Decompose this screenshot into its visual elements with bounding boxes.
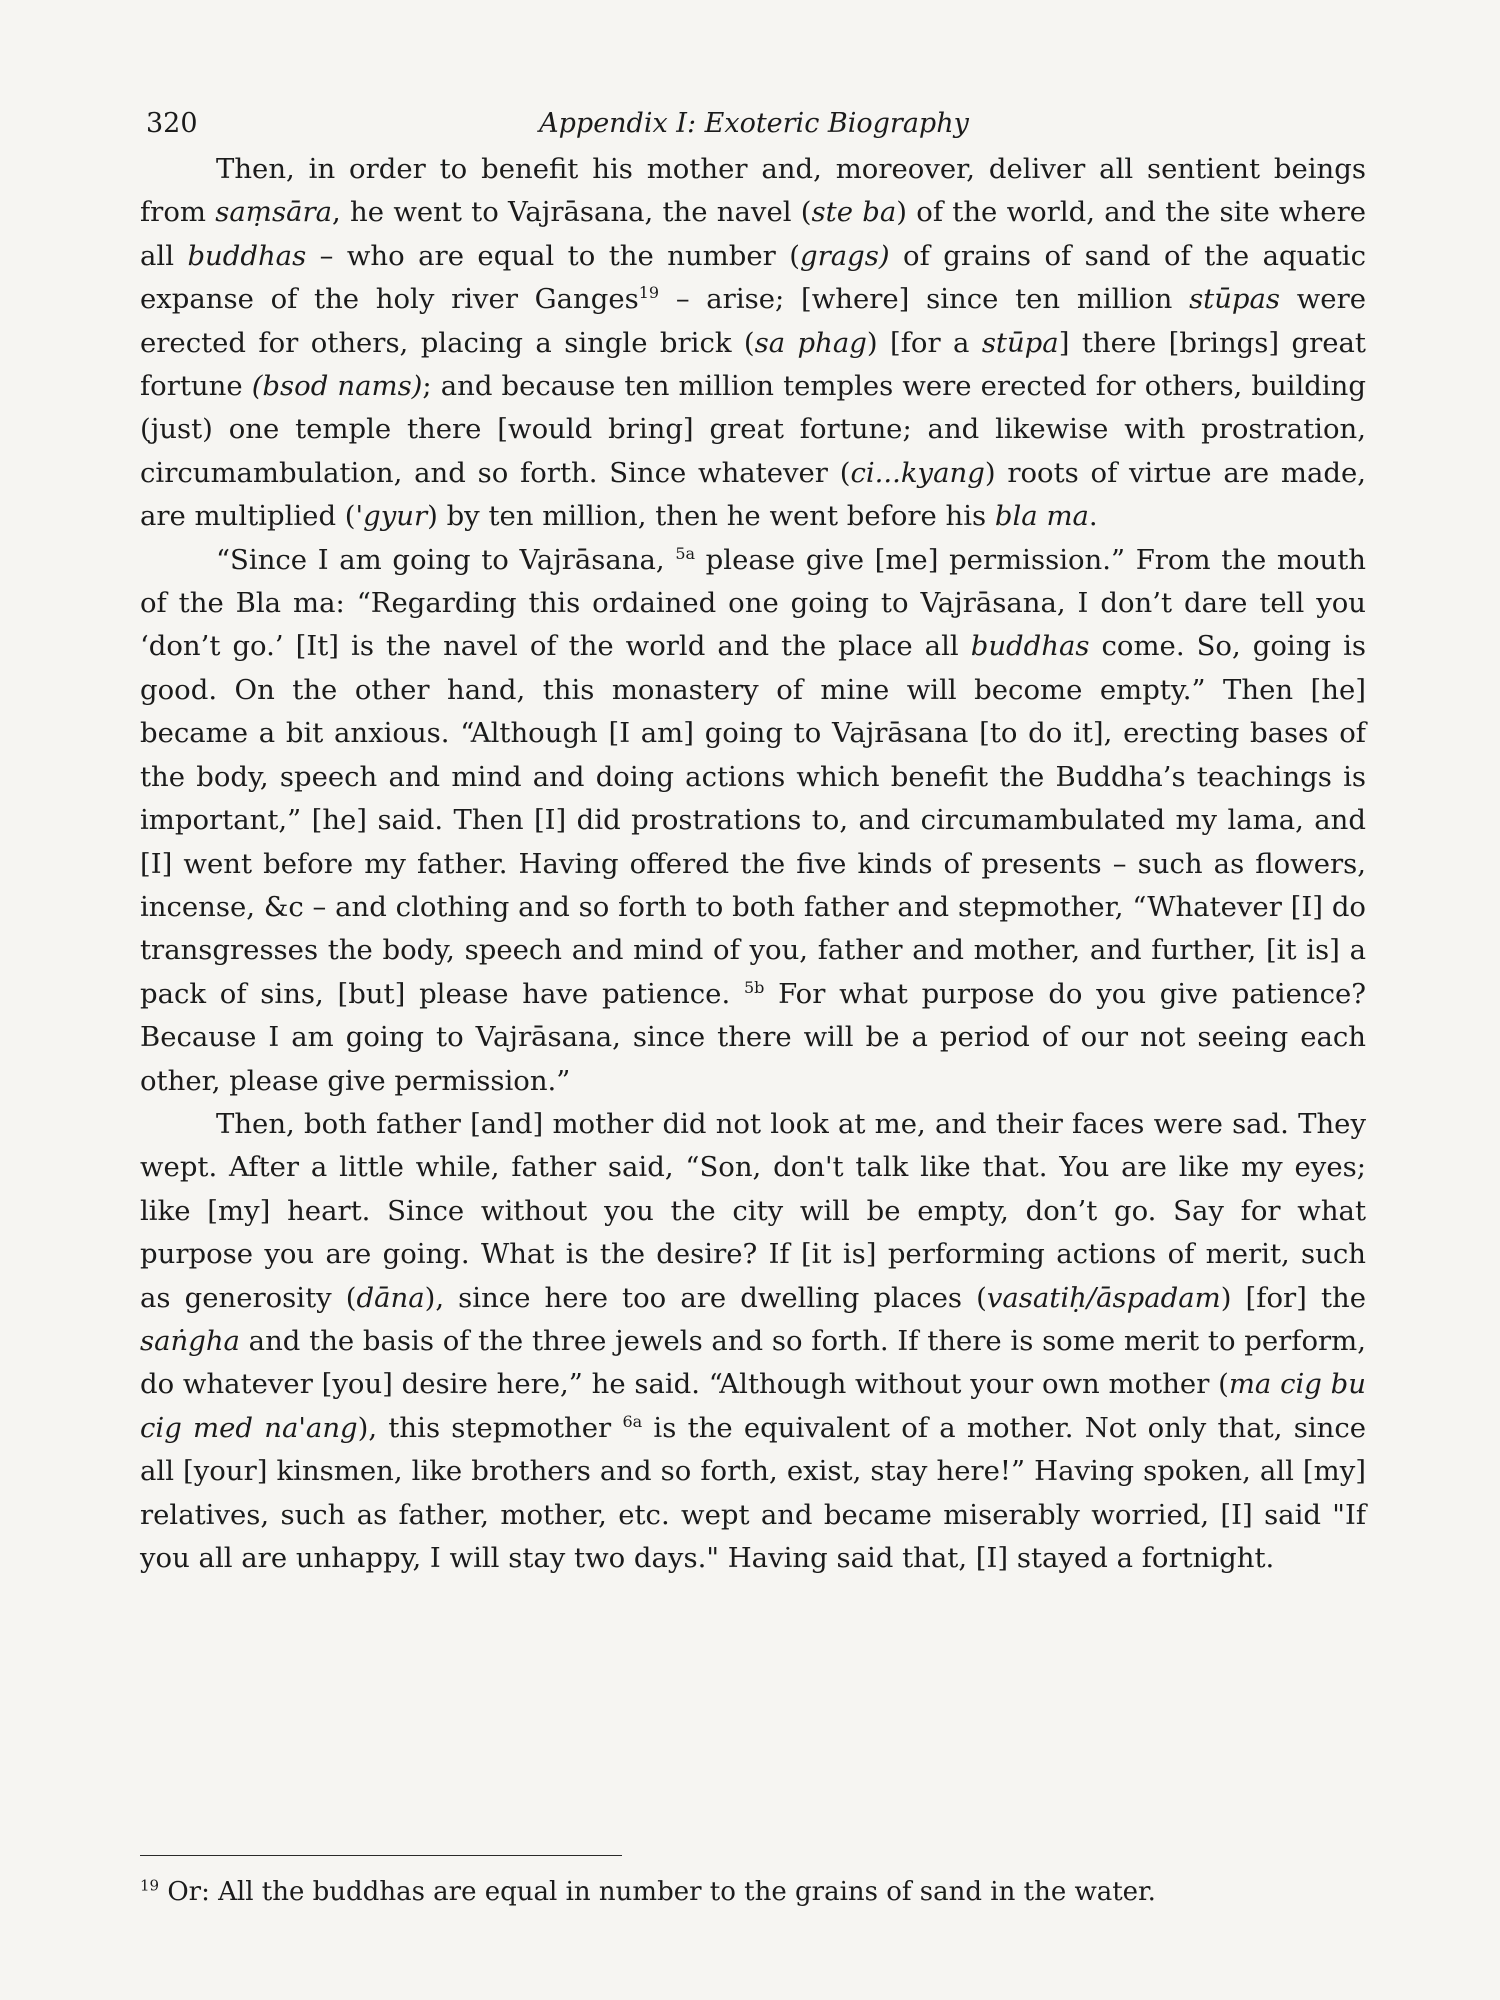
folio-marker-5b: 5b xyxy=(743,977,765,997)
folio-marker-6a: 6a xyxy=(622,1411,643,1431)
term-bsod-nams: (bsod nams) xyxy=(251,370,423,403)
term-ste-ba: ste ba xyxy=(811,196,897,229)
term-stupa: stūpa xyxy=(981,326,1059,359)
term-grags: grags) xyxy=(799,239,890,272)
running-title: Appendix I: Exoteric Biography xyxy=(539,108,969,139)
footnote-text: Or: All the buddhas are equal in number to the grains of sand in the water. xyxy=(159,1877,1156,1907)
footnote-divider xyxy=(140,1855,622,1856)
term-samsara: saṃsāra xyxy=(215,196,333,229)
term-buddhas: buddhas xyxy=(970,630,1090,663)
footnote-19 xyxy=(140,1874,1366,1910)
term-vasatih: vasatiḥ/āspadam xyxy=(986,1281,1221,1314)
term-ci-kyang: ci...kyang xyxy=(850,456,985,489)
footnote-reference-19: 19 xyxy=(638,283,660,303)
term-sa-phag: sa phag xyxy=(754,326,867,359)
folio-marker-5a: 5a xyxy=(675,543,696,563)
paragraph-2: “Since I am going to Vajrāsana, $^{5a}$ please give [me] permission.” From the mouth of the Bla ma: “Regarding this ordained one going to Vajrāsana, I don’t dare tell you ‘don’t go.’ [It] is the navel of the world and the place all buddhas come. So, going is good. On the other hand, this monastery of mine will become empty.” Then [he] became a bit anxious. “Although [I am] going to Vajrāsana [to do it], erecting bases of the body, speech and mind and doing actions which benefit the Buddha’s teachings is important,” [he] said. Then [I] did prostrations to, and circumambulated my lama, and [I] went before my father. Having offered the five kinds of presents – such as flowers, incense, &c – and clothing and so forth to both father and stepmother, “Whatever [I] do transgresses the body, speech and mind of you, father and mother, and further, [it is] a pack of sins, [but] please have patience. $^{5b}$ For what purpose do you give patience? Because I am going to Vajrāsana, since there will be a period of our not seeing each other, please give permission.” xyxy=(140,543,1366,1097)
term-gyur: 'gyur xyxy=(355,500,428,533)
page-number: 320 xyxy=(146,108,198,139)
term-bla-ma: bla ma xyxy=(994,500,1089,533)
term-sangha: saṅgha xyxy=(140,1324,240,1357)
term-stupas: stūpas xyxy=(1189,283,1281,316)
paragraph-3: Then, both father [and] mother did not look at me, and their faces were sad. They wept. After a little while, father said, “Son, don't talk like that. You are like my eyes; like [my] heart. Since without you the city will be empty, don’t go. Say for what purpose you are going. What is the desire? If [it is] performing actions of merit, such as generosity (dāna), since here too are dwelling places (vasatiḥ/āspadam) [for] the saṅgha and the basis of the three jewels and so forth. If there is some merit to perform, do whatever [you] desire here,” he said. “Although without your own mother (ma cig bu cig med na'ang), this stepmother $^{6a}$ is the equivalent of a mother. Not only that, since all [your] kinsmen, like brothers and so forth, exist, stay here!” Having spoken, all [my] relatives, such as father, mother, etc. wept and became miserably worried, [I] said "If you all are unhappy, I will stay two days." Having said that, [I] stayed a fortnight. xyxy=(140,1107,1367,1574)
body-text xyxy=(140,148,1366,1580)
page-header xyxy=(146,108,1362,148)
footnote-mark: 19 xyxy=(140,1876,160,1895)
paragraph-1: Then, in order to benefit his mother and, moreover, deliver all sentient beings from saṃsāra, he went to Vajrāsana, the navel (ste ba) of the world, and the site where all buddhas – who are equal to the number (grags) of grains of sand of the aquatic expanse of the holy river Ganges$^{19}$ – arise; [where] since ten million stūpas were erected for others, placing a single brick (sa phag) [for a stūpa] there [brings] great fortune (bsod nams); and because ten million temples were erected for others, building (just) one temple there [would bring] great fortune; and likewise with prostration, circumambulation, and so forth. Since whatever (ci...kyang) roots of virtue are made, are multiplied ('gyur) by ten million, then he went before his bla ma. xyxy=(140,153,1367,533)
term-dana: dāna xyxy=(356,1281,425,1314)
term-buddhas: buddhas xyxy=(187,239,307,272)
term-ma-cig-bu-cig: ma cig bu cig med na'ang xyxy=(140,1368,1366,1444)
